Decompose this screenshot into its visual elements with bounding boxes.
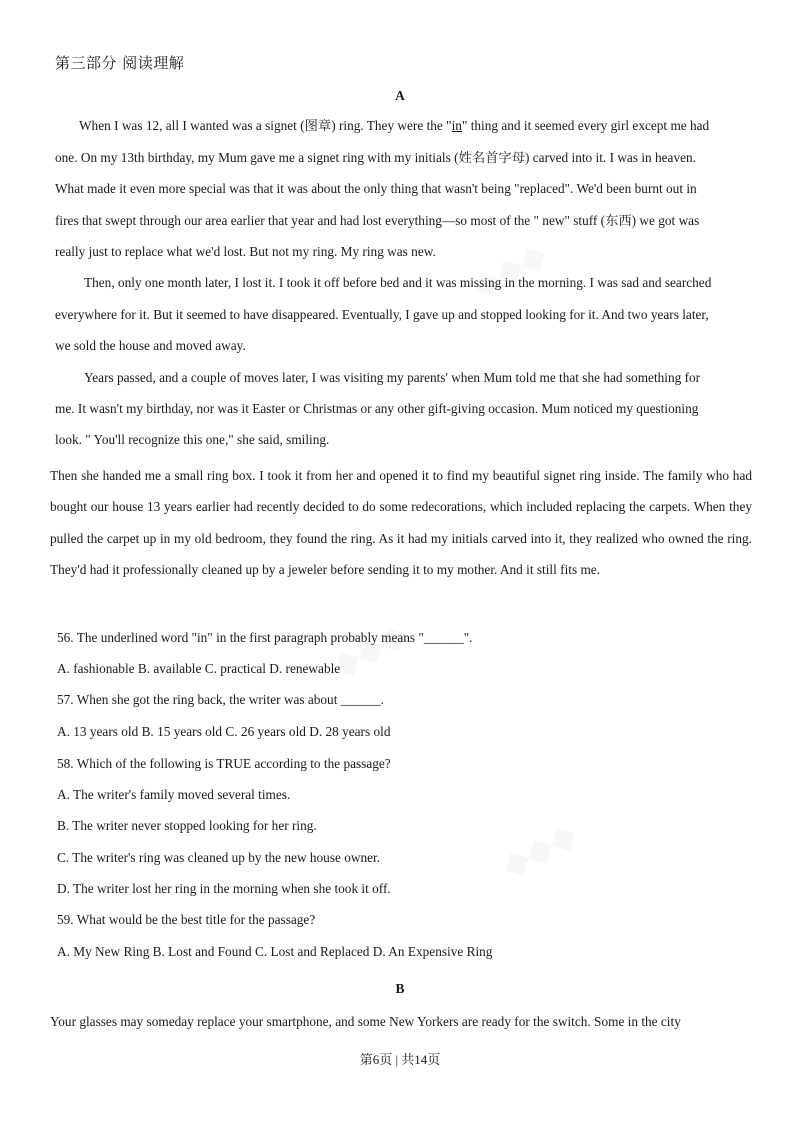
para1-line-3: What made it even more special was that it was about the only thing that wasn't being "replaced". We'd been burnt out in [55, 181, 697, 196]
question-58-option-a: A. The writer's family moved several times. [57, 787, 291, 802]
question-59: 59. What would be the best title for the passage? [57, 912, 316, 927]
question-58-option-c: C. The writer's ring was cleaned up by the new house owner. [57, 850, 381, 865]
section-title: 第三部分 阅读理解 [55, 54, 185, 72]
watermark-mark: ◆◆◆ [495, 813, 584, 887]
para1-line-5: really just to replace what we'd lost. But not my ring. My ring was new. [55, 244, 436, 259]
underlined-word: in [451, 118, 462, 133]
para2-line-3: we sold the house and moved away. [55, 338, 246, 353]
para2-line-2: everywhere for it. But it seemed to have disappeared. Eventually, I gave up and stopped looking for it. And two years later, [55, 307, 709, 322]
question-58-option-b: B. The writer never stopped looking for her ring. [57, 818, 317, 833]
para3-line-2: me. It wasn't my birthday, nor was it Easter or Christmas or any other gift-giving occasion. Mum noticed my questioning [55, 401, 699, 416]
watermark-mark: ◆◆◆ [325, 613, 414, 687]
watermark-mark: ◆◆◆ [465, 233, 554, 307]
para1-line-1: When I was 12, all I wanted was a signet (图章) ring. They were the "in" thing and it seemed every girl except me had [79, 118, 710, 133]
para3-line-3: look. " You'll recognize this one," she said, smiling. [55, 432, 330, 447]
question-59-options: A. My New Ring B. Lost and Found C. Lost and Replaced D. An Expensive Ring [57, 944, 493, 959]
question-56-options: A. fashionable B. available C. practical D. renewable [57, 661, 341, 676]
para4: Then she handed me a small ring box. I took it from her and opened it to find my beautiful signet ring inside. The family who had bought our house 13 years earlier had recently decided to do some redecorations, which included replacing the carpets. When they pulled the carpet up in my old bedroom, they found the ring. As it had my initials carved into it, they realized who owned the ring. They'd had it professionally cleaned up by a jeweler before sending it to my mother. And it still fits me. [50, 468, 752, 578]
para3-line-1: Years passed, and a couple of moves later, I was visiting my parents' when Mum told me that she had something for [84, 370, 701, 385]
passage-b-first-line: Your glasses may someday replace your smartphone, and some New Yorkers are ready for the switch. Some in the city [50, 1014, 681, 1029]
question-57-options: A. 13 years old B. 15 years old C. 26 years old D. 28 years old [57, 724, 391, 739]
question-56: 56. The underlined word "in" in the first paragraph probably means "______". [57, 630, 473, 645]
passage-b-label: B [395, 981, 405, 996]
question-58-option-d: D. The writer lost her ring in the morning when she took it off. [57, 881, 391, 896]
para1-line-2: one. On my 13th birthday, my Mum gave me a signet ring with my initials (姓名首字母) carved into it. I was in heaven. [55, 150, 696, 165]
para2-line-1: Then, only one month later, I lost it. I took it off before bed and it was missing in the morning. I was sad and searched [84, 275, 712, 290]
question-57: 57. When she got the ring back, the writer was about ______. [57, 692, 384, 707]
para1-line-4: fires that swept through our area earlier that year and had lost everything—so most of the " new" stuff (东西) we got was [55, 213, 700, 228]
passage-a-label: A [395, 88, 405, 103]
page-footer: 第6页 | 共14页 [359, 1052, 441, 1067]
question-58: 58. Which of the following is TRUE according to the passage? [57, 756, 391, 771]
